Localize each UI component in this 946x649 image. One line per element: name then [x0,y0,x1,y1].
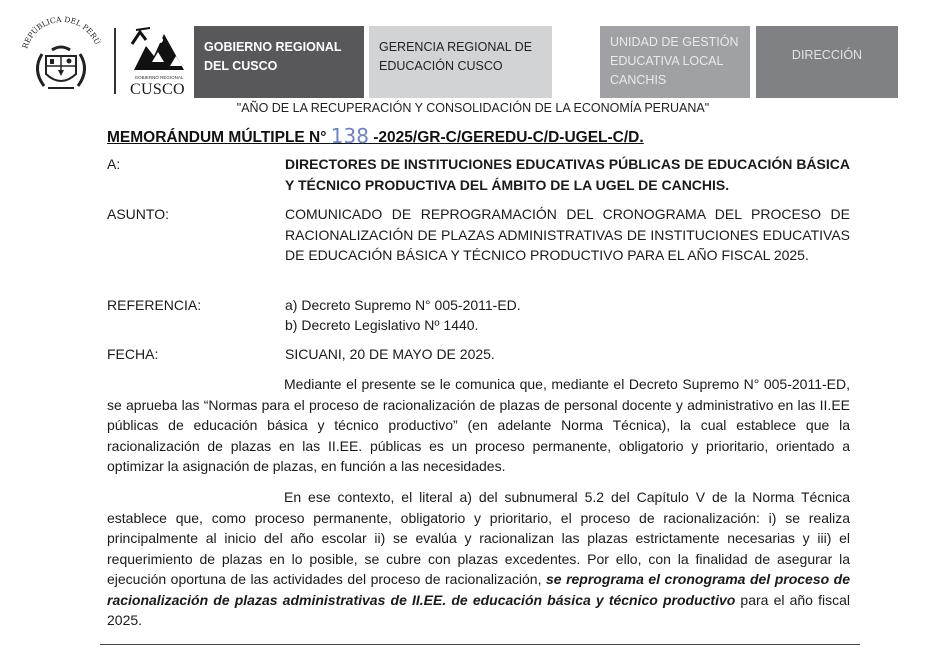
crest-caption: REPÚBLICA DEL PERÚ [20,14,103,50]
gobierno-regional-cusco-logo [130,26,188,74]
header-block-ugel [600,26,750,98]
header-block-line: EDUCACIÓN CUSCO [379,59,503,73]
bottom-rule [100,644,860,645]
to-label: A: [107,156,121,172]
header-block-line: EDUCATIVA LOCAL [610,54,724,68]
body-paragraph-2-text: En ese contexto, el literal a) del subnumeral 5.2 del Capítulo V de la Norma Técnica establece que, como proceso permanente, obligatorio y prioritario, el proceso de racionalización: i) se realiza principalmente al inicio del año escolar ii) se evalúa y racionalizan las plazas estrictamente necesarias y iii) el requerimiento de plazas en lo posible, se cubre con plazas excedentes. Por ello, con la finalidad de asegurar la ejecución oportuna de las actividades del proceso de racionalización, [107,489,850,587]
memo-title-prefix: MEMORÁNDUM MÚLTIPLE N° [107,129,331,146]
regional-logo-caption: GOBIERNO REGIONAL [134,75,184,80]
regional-logo-wordmark: CUSCO [130,81,185,98]
header-block-gobierno-regional [194,26,364,98]
body-paragraph-2 [107,487,850,631]
year-motto: "AÑO DE LA RECUPERACIÓN Y CONSOLIDACIÓN DE LA ECONOMÍA PERUANA" [236,101,710,115]
header-block-line: GOBIERNO REGIONAL [204,40,342,54]
body-paragraph-1 [107,374,850,477]
header-block-line: DIRECCIÓN [791,48,863,62]
memo-title-suffix: -2025/GR-C/GEREDU-C/D-UGEL-C/D. [368,129,644,146]
header-block-line: CANCHIS [610,73,667,87]
body-paragraph-2-end: para el año fiscal 2025. [107,591,850,628]
memo-title [107,123,644,147]
subject-value: COMUNICADO DE REPROGRAMACIÓN DEL CRONOGRAMA DEL PROCESO DE RACIONALIZACIÓN DE PLAZAS ADMINISTRATIVAS DE INSTITUCIONES EDUCATIVAS DE EDUCACIÓN BÁSICA Y TÉCNICO PRODUCTIVO PARA EL AÑO FISCAL 2025. [285,206,850,263]
header-divider [114,28,116,94]
subject-label: ASUNTO: [107,206,169,222]
reference-b: b) Decreto Legislativo Nº 1440. [285,317,479,333]
reference-label: REFERENCIA: [107,297,202,313]
header-block-direccion [756,26,898,98]
date-label: FECHA: [107,346,159,362]
memo-handwritten-number: 138 [330,124,369,148]
header-block-line: GERENCIA REGIONAL DE [379,40,533,54]
date-value: SICUANI, 20 DE MAYO DE 2025. [285,346,495,362]
body-paragraph-2-emphasis: se reprograma el cronograma del proceso de racionalización de plazas administrativas de II.EE. de educación básica y técnico productivo [107,571,850,608]
to-value: DIRECTORES DE INSTITUCIONES EDUCATIVAS PÚBLICAS DE EDUCACIÓN BÁSICA Y TÉCNICO PRODUCTIVA DEL ÁMBITO DE LA UGEL DE CANCHIS. [285,156,850,193]
header-block-gerencia-educacion [369,26,552,98]
header-block-line: DEL CUSCO [204,59,278,73]
peru-crest-logo [14,14,108,100]
header-block-line: UNIDAD DE GESTIÓN [610,35,739,49]
body-paragraph-1-text: Mediante el presente se le comunica que, mediante el Decreto Supremo N° 005-2011-ED, se aprueba las “Normas para el proceso de racionalización de plazas de personal docente y administrativo en las II.EE públicas de educación básica y técnico productivo” (en adelante Norma Técnica), la cual establece que la racionalización de plazas en las II.EE. públicas es un proceso permanente, obligatorio y prioritario, orientado a optimizar la asignación de plazas, en función a las necesidades. [107,376,850,474]
reference-a: a) Decreto Supremo N° 005-2011-ED. [285,297,521,313]
